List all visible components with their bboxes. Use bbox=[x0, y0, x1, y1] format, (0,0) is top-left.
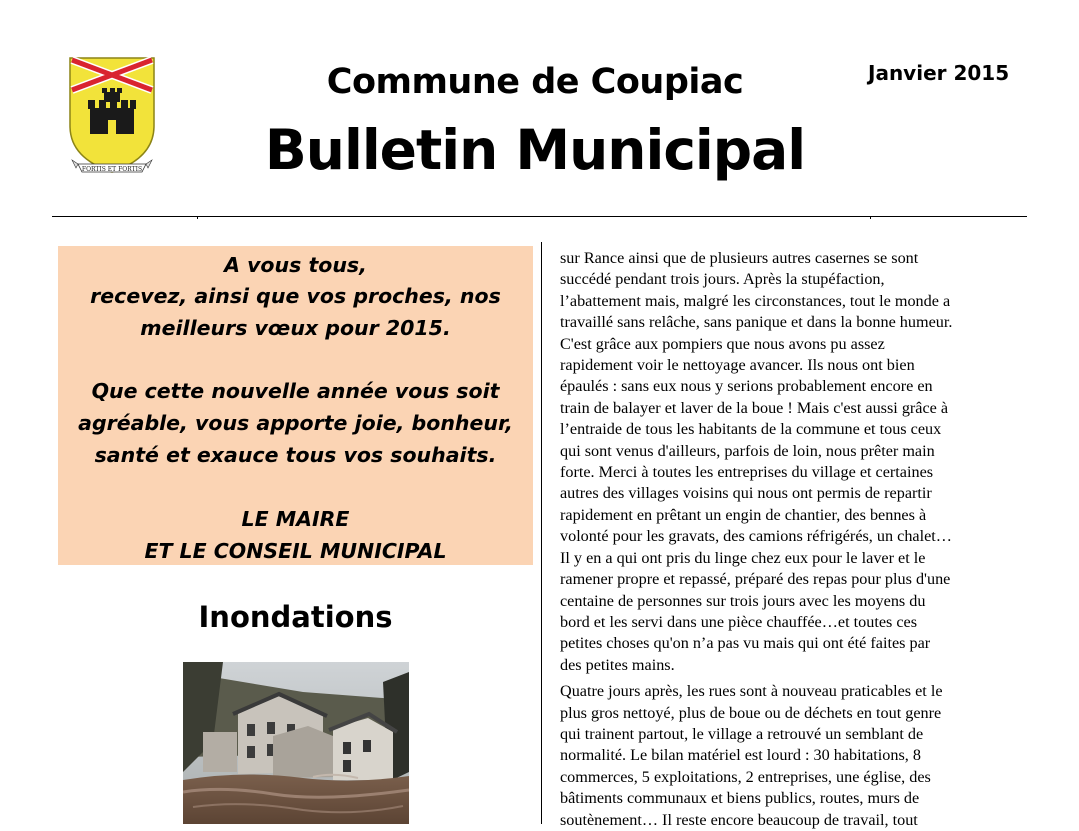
article-line: succédé pendant trois jours. Après la stupéfaction, bbox=[560, 270, 885, 289]
article-line: travaillé sans relâche, sans panique et dans la bonne humeur. bbox=[560, 313, 953, 332]
article-paragraph bbox=[560, 248, 1020, 676]
article-line: forte. Merci à toutes les entreprises du village et certaines bbox=[560, 463, 934, 482]
column-divider bbox=[541, 242, 542, 824]
bulletin-title: Bulletin Municipal bbox=[264, 118, 806, 182]
rule-tick bbox=[197, 216, 198, 219]
article-line: plus gros nettoyé, plus de boue ou de déchets en tout genre bbox=[560, 703, 942, 722]
greeting-line: santé et exauce tous vos souhaits. bbox=[94, 443, 497, 467]
svg-text:FORTIS ET FORTIS: FORTIS ET FORTIS bbox=[81, 166, 143, 173]
article-line: train de balayer et laver de la boue ! Mais c'est aussi grâce à bbox=[560, 398, 949, 417]
greeting-line: agréable, vous apporte joie, bonheur, bbox=[78, 411, 513, 435]
issue-date: Janvier 2015 bbox=[868, 61, 1010, 85]
article-line: sur Rance ainsi que de plusieurs autres casernes se sont bbox=[560, 249, 919, 267]
article-line: commerces, 5 exploitations, 2 entreprises, une église, des bbox=[560, 767, 931, 786]
header-rule bbox=[52, 216, 1027, 217]
article-line: petites choses qu'on n’a pas vu mais qui ont été faites par bbox=[560, 634, 931, 653]
article-paragraph bbox=[560, 681, 1020, 831]
section-title: Inondations bbox=[198, 600, 393, 634]
greeting-line: Que cette nouvelle année vous soit bbox=[91, 379, 500, 403]
article-column bbox=[560, 248, 1020, 831]
article-line: centaine de personnes sur trois jours avec les moyens du bbox=[560, 591, 926, 610]
greeting-line: meilleurs vœux pour 2015. bbox=[140, 316, 451, 340]
article-line: des petites mains. bbox=[560, 655, 675, 674]
article-line: l’entraide de tous les habitants de la commune et tous ceux bbox=[560, 420, 942, 439]
article-line: C'est grâce aux pompiers que nous avons pu assez bbox=[560, 334, 885, 353]
article-line: normalité. Le bilan matériel est lourd : 30 habitations, 8 bbox=[560, 746, 921, 765]
article-line: rapidement en prêtant un engin de chantier, des bennes à bbox=[560, 505, 927, 524]
article-line: Il y en a qui ont pris du linge chez eux pour le laver et le bbox=[560, 548, 926, 567]
article-line: qui trainent partout, le village a retrouvé un semblant de bbox=[560, 724, 924, 743]
greeting-line: recevez, ainsi que vos proches, nos bbox=[90, 284, 501, 308]
article-line: l’abattement mais, malgré les circonstances, tout le monde a bbox=[560, 291, 951, 310]
signature-line: LE MAIRE bbox=[241, 507, 350, 531]
article-line: qui sont venus d'ailleurs, parfois de loin, nous prêter main bbox=[560, 441, 935, 460]
article-line: soutènement… Il reste encore beaucoup de travail, tout bbox=[560, 810, 918, 829]
rule-tick bbox=[870, 216, 871, 219]
article-line: bâtiments communaux et biens publics, routes, murs de bbox=[560, 789, 920, 808]
coat-of-arms-icon bbox=[64, 56, 160, 182]
article-line: volonté pour les gravats, des camions réfrigérés, un chalet… bbox=[560, 527, 952, 546]
commune-name: Commune de Coupiac bbox=[326, 62, 744, 102]
article-line: bord et les servi dans une pièce chauffée…et toutes ces bbox=[560, 612, 918, 631]
article-line: Quatre jours après, les rues sont à nouveau praticables et le bbox=[560, 682, 943, 701]
article-line: épaulés : sans eux nous y serions probablement encore en bbox=[560, 377, 933, 396]
article-line: autres des villages voisins qui nous ont permis de repartir bbox=[560, 484, 932, 503]
greeting-line: A vous tous, bbox=[224, 253, 367, 277]
signature-line: ET LE CONSEIL MUNICIPAL bbox=[144, 539, 447, 563]
greeting-box bbox=[58, 246, 533, 565]
article-line: ramener propre et repassé, préparé des repas pour plus d'une bbox=[560, 570, 951, 589]
article-line: rapidement voir le nettoyage avancer. Ils nous ont bien bbox=[560, 356, 915, 375]
flood-photo bbox=[183, 662, 409, 824]
